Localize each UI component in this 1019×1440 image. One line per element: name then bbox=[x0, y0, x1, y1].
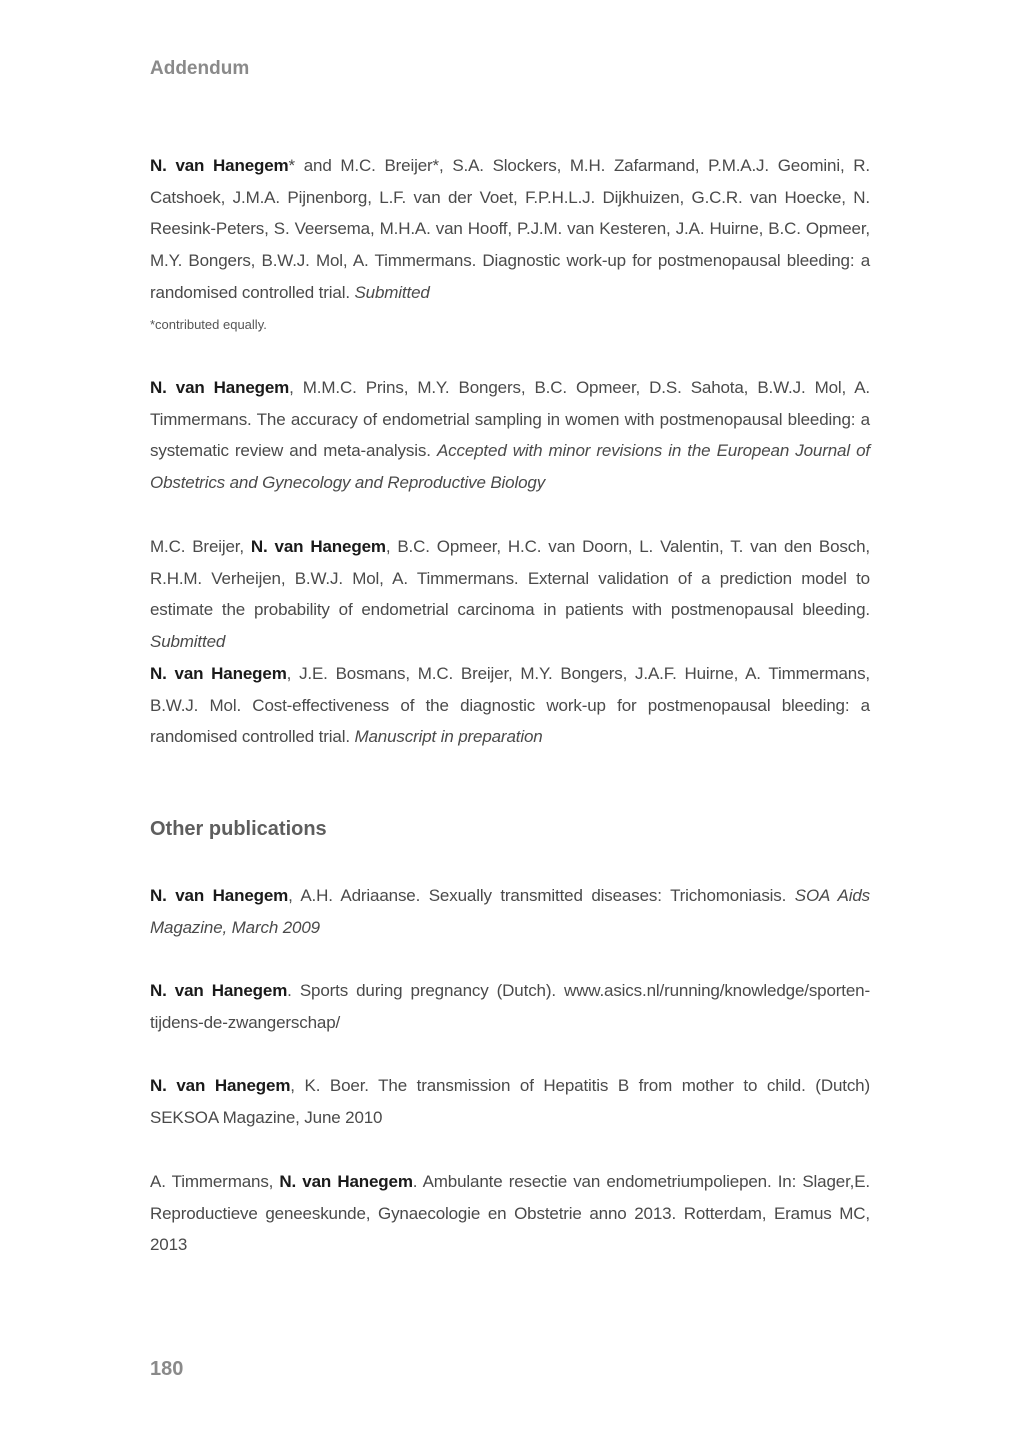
publication-text: * and M.C. Breijer*, S.A. Slockers, M.H. Zafarmand, P.M.A.J. Geomini, R. Catshoek, J.M.A. Pijnenborg, L.F. van der Voet, F.P.H.L.J. Dijkhuizen, G.C.R. van Hoecke, N. Reesink-Peters, S. Veersema, M.H.A. van Hooff, P.J.M. van Kesteren, J.A. Huirne, B.C. Opmeer, M.Y. Bongers, B.W.J. Mol, A. Timmermans. Diagnostic work-up for postmenopausal bleeding: a randomised controlled trial. bbox=[150, 156, 870, 302]
publication-status: SOA Aids Magazine, March 2009 bbox=[150, 886, 870, 937]
publication-text: , K. Boer. The transmission of Hepatitis B from mother to child. (Dutch) SEKSOA Magazine, June 2010 bbox=[150, 1076, 870, 1127]
publication-entry bbox=[150, 975, 870, 1038]
publication-entry bbox=[150, 531, 870, 658]
publication-status: Accepted with minor revisions in the European Journal of Obstetrics and Gynecology and Reproductive Biology bbox=[150, 441, 870, 493]
author-highlight: N. van Hanegem bbox=[150, 886, 289, 905]
author-highlight: N. van Hanegem bbox=[150, 1076, 291, 1095]
publication-text: . Sports during pregnancy (Dutch). www.asics.nl/running/knowledge/sporten-tijdens-de-zwangerschap/ bbox=[150, 981, 870, 1032]
publication-entry bbox=[150, 1070, 870, 1133]
publication-text: . Ambulante resectie van endometriumpoliepen. In: Slager,E. Reproductieve geneeskunde, Gynaecologie en Obstetrie anno 2013. Rotterdam, Eramus MC, 2013 bbox=[150, 1172, 870, 1255]
running-head: Addendum bbox=[150, 58, 250, 79]
publication-status: Manuscript in preparation bbox=[354, 727, 543, 747]
document-page bbox=[150, 0, 870, 1440]
section-heading: Other publications bbox=[150, 818, 327, 840]
publication-entry bbox=[150, 150, 870, 309]
author-highlight: N. van Hanegem bbox=[250, 537, 386, 556]
publication-text: , B.C. Opmeer, H.C. van Doorn, L. Valentin, T. van den Bosch, R.H.M. Verheijen, B.W.J. Mol, A. Timmermans. External validation of a prediction model to estimate the probability of endometrial carcinoma in patients with postmenopausal bleeding. bbox=[150, 537, 871, 620]
author-highlight: N. van Hanegem bbox=[279, 1172, 413, 1191]
publication-prefix: A. Timmermans, bbox=[150, 1172, 280, 1191]
publication-status: Submitted bbox=[354, 282, 430, 302]
page-number: 180 bbox=[150, 1358, 184, 1380]
publication-entry bbox=[150, 372, 870, 499]
publication-text: , M.M.C. Prins, M.Y. Bongers, B.C. Opmeer, D.S. Sahota, B.W.J. Mol, A. Timmermans. The accuracy of endometrial sampling in women with postmenopausal bleeding: a systematic review and meta-analysis. bbox=[150, 378, 870, 461]
publication-status: Submitted bbox=[150, 632, 226, 652]
publication-entry bbox=[150, 658, 870, 753]
publication-text: , A.H. Adriaanse. Sexually transmitted diseases: Trichomoniasis. bbox=[288, 886, 795, 905]
author-highlight: N. van Hanegem bbox=[150, 981, 288, 1000]
footnote: *contributed equally. bbox=[150, 317, 267, 332]
author-highlight: N. van Hanegem bbox=[150, 156, 289, 175]
publication-entry bbox=[150, 880, 870, 943]
author-highlight: N. van Hanegem bbox=[150, 378, 290, 397]
publication-entry bbox=[150, 1166, 870, 1261]
publication-text: , J.E. Bosmans, M.C. Breijer, M.Y. Bongers, J.A.F. Huirne, A. Timmermans, B.W.J. Mol. Cost-effectiveness of the diagnostic work-up for postmenopausal bleeding: a randomised controlled trial. bbox=[150, 664, 871, 747]
author-highlight: N. van Hanegem bbox=[150, 664, 287, 683]
publication-prefix: M.C. Breijer, bbox=[150, 537, 251, 556]
